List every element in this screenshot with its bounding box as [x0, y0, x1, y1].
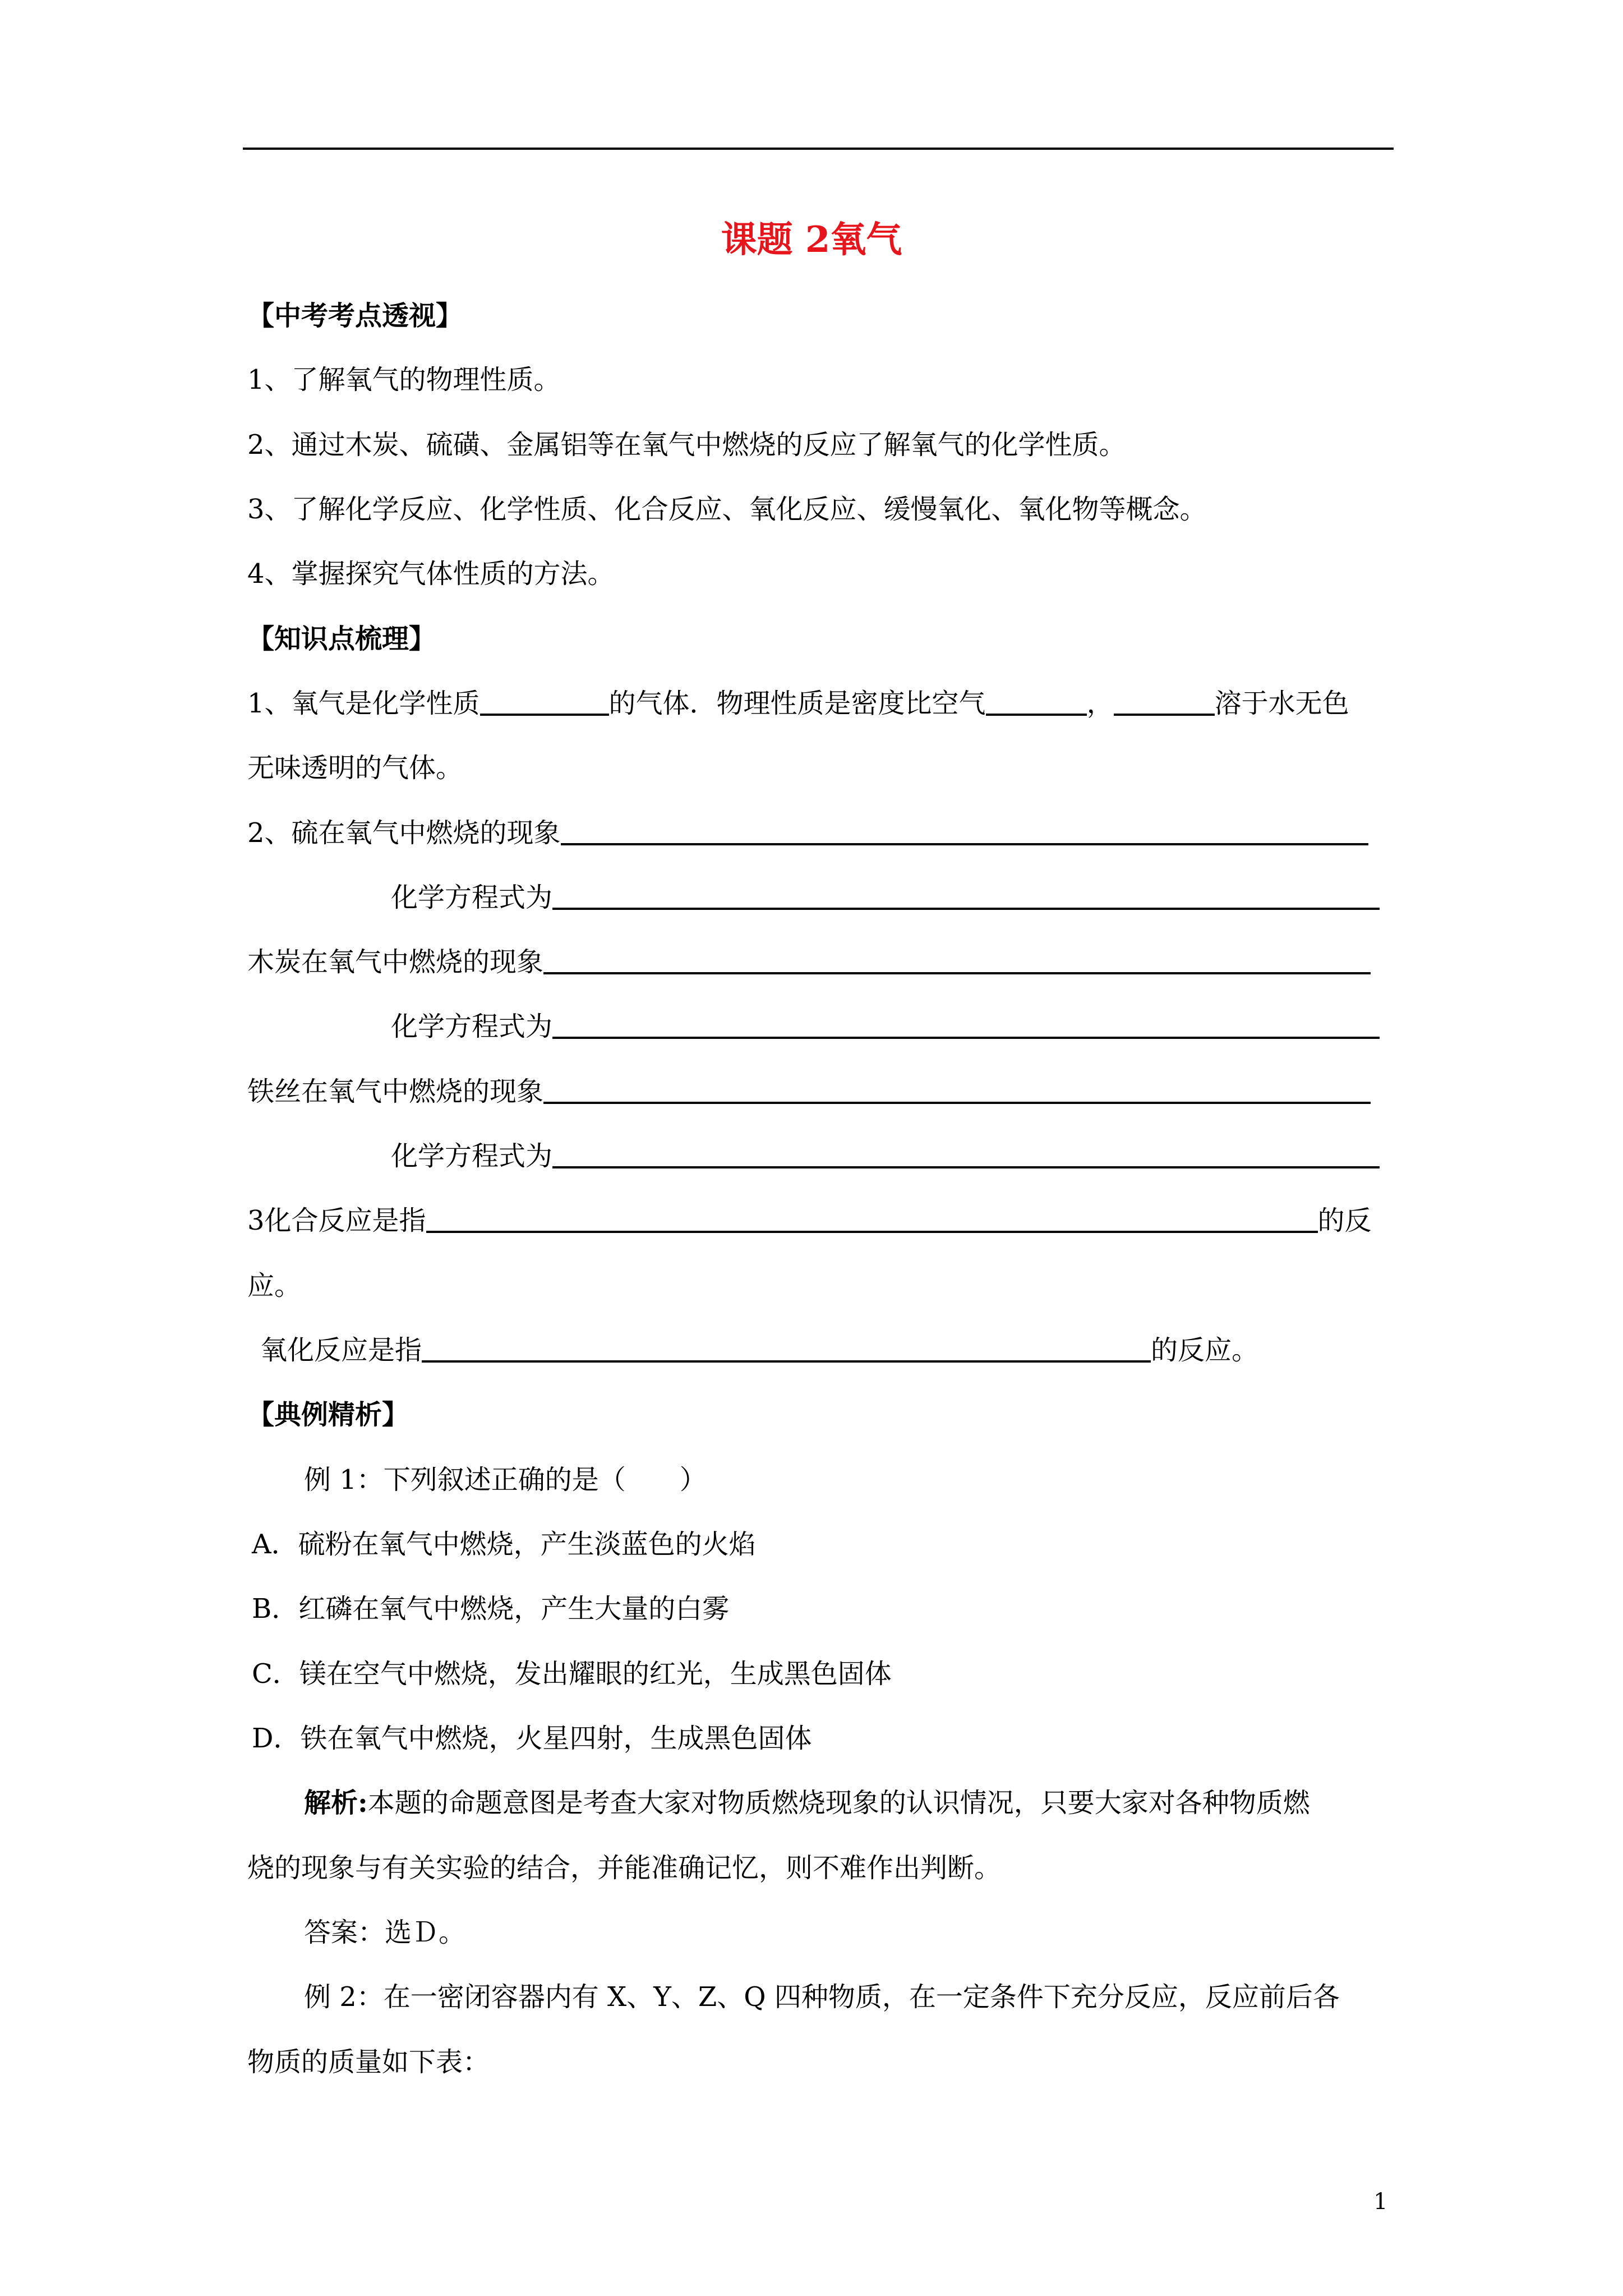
iron-label: 铁丝在氧气中燃烧的现象 — [247, 1076, 544, 1107]
blank-sulfur-equation[interactable] — [552, 883, 1380, 910]
example-1-option-b: B．红磷在氧气中燃烧，产生大量的白雾 — [252, 1593, 730, 1625]
example-1-question: 例 1：下列叙述正确的是（ ） — [304, 1464, 707, 1496]
exam-point-3: 3、了解化学反应、化学性质、化合反应、氧化反应、缓慢氧化、氧化物等概念。 — [247, 494, 1207, 525]
equation-label: 化学方程式为 — [391, 882, 553, 913]
oxidation-label: 氧化反应是指 — [260, 1335, 422, 1366]
example-2-question: 例 2：在一密闭容器内有 X、Y、Z、Q 四种物质，在一定条件下充分反应，反应前后各 — [304, 1981, 1340, 2013]
blank-chemical-property[interactable] — [480, 689, 609, 716]
analysis-text: 本题的命题意图是考查大家对物质燃烧现象的认识情况，只要大家对各种物质燃 — [367, 1787, 1310, 1819]
question-combination-reaction — [247, 1204, 1372, 1237]
page-number: 1 — [1373, 2189, 1388, 2215]
equation-label: 化学方程式为 — [391, 1140, 553, 1172]
example-1-option-d: D．铁在氧气中燃烧，火星四射，生成黑色固体 — [252, 1723, 812, 1754]
example-1-option-c: C．镁在空气中燃烧，发出耀眼的红光，生成黑色固体 — [252, 1658, 892, 1690]
carbon-equation — [391, 1010, 1380, 1043]
iron-equation — [391, 1139, 1380, 1173]
blank-oxidation-reaction[interactable] — [422, 1336, 1151, 1363]
combination-continuation: 应。 — [247, 1270, 302, 1301]
analysis-label: 解析: — [304, 1787, 368, 1819]
carbon-label: 木炭在氧气中燃烧的现象 — [247, 946, 544, 978]
example-1-option-a: A．硫粉在氧气中燃烧，产生淡蓝色的火焰 — [252, 1529, 756, 1560]
example-1-analysis-continued: 烧的现象与有关实验的结合，并能准确记忆，则不难作出判断。 — [247, 1852, 1002, 1884]
page-title: 课题 2氧气 — [721, 219, 902, 261]
example-1-analysis — [304, 1786, 1310, 1820]
blank-sulfur-phenomenon[interactable] — [561, 818, 1368, 845]
question-oxidation-reaction — [260, 1333, 1258, 1367]
section-heading-exam-points: 【中考考点透视】 — [247, 300, 463, 332]
q1-continuation: 无味透明的气体。 — [247, 752, 463, 784]
blank-density[interactable] — [986, 689, 1087, 716]
question-sulfur-phenomenon — [247, 816, 1368, 850]
blank-solubility[interactable] — [1114, 689, 1215, 716]
example-1-answer: 答案：选Ｄ。 — [304, 1917, 466, 1948]
blank-combination-reaction[interactable] — [426, 1206, 1318, 1233]
q1-text-4: 溶于水无色 — [1214, 688, 1349, 719]
q1-text-2: 的气体．物理性质是密度比空气 — [608, 688, 986, 719]
sulfur-equation — [391, 881, 1380, 914]
exam-point-1: 1、了解氧气的物理性质。 — [247, 364, 561, 395]
blank-iron-equation[interactable] — [552, 1142, 1380, 1168]
q1-text-3: ， — [1086, 688, 1114, 719]
section-heading-examples: 【典例精析】 — [247, 1399, 409, 1430]
blank-carbon-phenomenon[interactable] — [543, 947, 1371, 974]
section-heading-knowledge: 【知识点梳理】 — [247, 623, 436, 655]
blank-iron-phenomenon[interactable] — [543, 1077, 1371, 1104]
header-rule — [243, 148, 1394, 150]
combination-tail: 的反 — [1317, 1205, 1372, 1236]
combination-label: 3化合反应是指 — [247, 1205, 426, 1236]
equation-label: 化学方程式为 — [391, 1011, 553, 1042]
blank-carbon-equation[interactable] — [552, 1012, 1380, 1039]
question-carbon-phenomenon — [247, 945, 1371, 979]
question-oxygen-properties — [247, 687, 1349, 720]
oxidation-tail: 的反应。 — [1151, 1335, 1259, 1366]
question-iron-phenomenon — [247, 1075, 1371, 1108]
exam-point-4: 4、掌握探究气体性质的方法。 — [247, 558, 615, 590]
q1-text-1: 1、氧气是化学性质 — [247, 688, 480, 719]
exam-point-2: 2、通过木炭、硫磺、金属铝等在氧气中燃烧的反应了解氧气的化学性质。 — [247, 429, 1126, 461]
example-2-question-continued: 物质的质量如下表： — [247, 2046, 490, 2078]
sulfur-label: 2、硫在氧气中燃烧的现象 — [247, 817, 561, 849]
